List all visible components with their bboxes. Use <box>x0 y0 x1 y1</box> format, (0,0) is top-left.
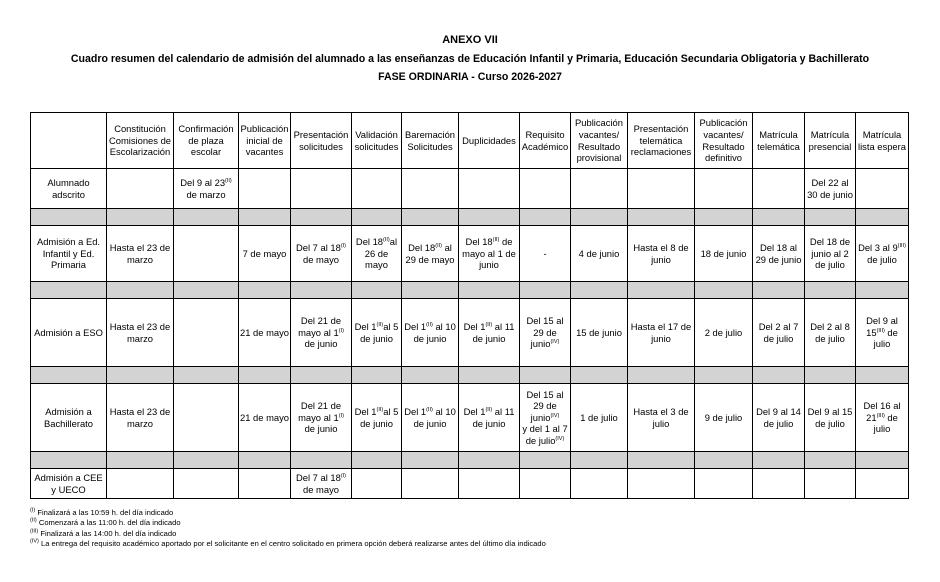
phase-title: FASE ORDINARIA - Curso 2026-2027 <box>378 71 562 83</box>
row-label: Admisión a CEE y UECO <box>31 469 107 499</box>
table-body <box>31 113 909 499</box>
document-heading: Cuadro resumen del calendario de admisión del alumnado a las enseñanzas de Educación Infantil y Primaria, Educación Secundaria Obligatoria y Bachillerato <box>70 53 870 65</box>
separator-cell <box>520 367 571 384</box>
footnote-marker: (IV) <box>30 538 39 545</box>
separator-cell <box>31 452 107 469</box>
separator-cell <box>291 282 352 299</box>
footnote-marker: (II) <box>383 236 390 243</box>
cell-text: al 29 de mayo <box>405 241 455 265</box>
table-cell <box>239 384 291 452</box>
separator-cell <box>239 209 291 226</box>
footnote-text: La entrega del requisito académico aportado por el solicitante en el centro solicitado en primera opción deberá realizarse antes del último día indicado <box>38 539 546 549</box>
cell-text: al 5 de junio <box>360 320 399 344</box>
table-cell <box>571 226 628 282</box>
cell-text: Del 16 al 21 <box>863 400 901 423</box>
table-cell <box>628 384 695 452</box>
column-header: Presentación solicitudes <box>291 113 352 169</box>
cell-text: Del 9 al 14 de julio <box>756 405 801 429</box>
separator-cell <box>520 282 571 299</box>
table-cell <box>753 469 805 499</box>
separator-cell <box>805 209 856 226</box>
table-cell <box>107 469 174 499</box>
table-cell <box>239 169 291 209</box>
cell-text: Del 21 de mayo al 1 <box>298 315 342 338</box>
footnote-marker: (II) <box>492 236 500 243</box>
separator-cell <box>856 367 909 384</box>
cell-text: de junio <box>304 338 338 350</box>
footnote-marker: (I) <box>338 327 344 334</box>
separator-cell <box>107 282 174 299</box>
table-row <box>31 299 909 367</box>
separator-cell <box>753 452 805 469</box>
separator-cell <box>174 367 239 384</box>
cell-text: Del 1 <box>463 405 486 417</box>
column-header: Duplicidades <box>459 113 520 169</box>
cell-text: 7 de mayo <box>242 247 287 259</box>
footnote-marker: (II) <box>376 321 384 328</box>
cell-text: Del 18 de junio al 2 de julio <box>809 236 851 271</box>
table-cell <box>805 384 856 452</box>
footnote-text: Comenzará a las 11:00 h. del día indicado <box>36 518 181 528</box>
separator-cell <box>239 452 291 469</box>
table-row <box>31 384 909 452</box>
cell-text: al 11 de junio <box>472 320 515 344</box>
table-cell <box>459 169 520 209</box>
table-cell <box>753 384 805 452</box>
separator-cell <box>805 282 856 299</box>
footnote-marker: (IV) <box>550 339 560 346</box>
separator-row <box>31 282 909 299</box>
footnote-marker: (II) <box>376 406 384 413</box>
table-cell <box>402 226 459 282</box>
separator-cell <box>571 282 628 299</box>
separator-cell <box>753 367 805 384</box>
table-cell <box>459 469 520 499</box>
footnote-marker: (I) <box>340 472 347 479</box>
separator-cell <box>402 452 459 469</box>
table-cell <box>291 169 352 209</box>
row-label: Admisión a Bachillerato <box>31 384 107 452</box>
cell-text: Del 7 al 18 <box>295 241 341 253</box>
table-cell <box>174 384 239 452</box>
cell-text: al 11 de junio <box>472 405 515 429</box>
table-cell <box>107 299 174 367</box>
separator-cell <box>402 367 459 384</box>
table-cell <box>174 226 239 282</box>
cell-text: Hasta el 3 de julio <box>633 405 689 429</box>
cell-text: 21 de mayo <box>240 326 289 338</box>
separator-cell <box>459 367 520 384</box>
column-header: Constitución Comisiones de Escolarización <box>107 113 174 169</box>
cell-text: al 26 de mayo <box>364 236 398 271</box>
table-cell <box>107 226 174 282</box>
separator-cell <box>352 367 402 384</box>
separator-cell <box>571 452 628 469</box>
cell-text: de julio <box>873 411 898 435</box>
separator-cell <box>805 367 856 384</box>
column-header: Baremación Solicitudes <box>402 113 459 169</box>
column-header: Validación solicitudes <box>352 113 402 169</box>
cell-text: Del 18 <box>408 241 436 253</box>
table-cell <box>805 169 856 209</box>
footnote-marker: (I) <box>338 412 344 419</box>
cell-text: Hasta el 23 de marzo <box>109 405 171 429</box>
cell-text: de julio <box>873 326 898 350</box>
separator-cell <box>695 282 753 299</box>
separator-cell <box>571 209 628 226</box>
column-header: Publicación vacantes/ Resultado provisional <box>571 113 628 169</box>
cell-text: de mayo al 1 de junio <box>462 236 516 271</box>
column-header: Confirmación de plaza escolar <box>174 113 239 169</box>
separator-cell <box>31 209 107 226</box>
column-header: Matrícula lista espera <box>856 113 909 169</box>
separator-cell <box>107 209 174 226</box>
cell-text: Del 22 al 30 de junio <box>807 176 853 200</box>
separator-cell <box>753 282 805 299</box>
cell-text: Hasta el 8 de junio <box>633 241 689 265</box>
row-label: Admisión a ESO <box>31 299 107 367</box>
cell-text: 18 de junio <box>700 247 747 259</box>
footnote-marker: (I) <box>30 507 36 514</box>
table-cell <box>628 299 695 367</box>
separator-cell <box>695 452 753 469</box>
footnote-marker: (III) <box>876 327 885 334</box>
footnotes <box>30 508 546 550</box>
table-cell <box>291 226 352 282</box>
separator-cell <box>856 282 909 299</box>
cell-text: Del 1 <box>354 320 377 332</box>
cell-text: Del 7 al 18 <box>295 471 341 483</box>
table-cell <box>174 469 239 499</box>
separator-row <box>31 209 909 226</box>
cell-text: Del 15 al 29 de junio <box>526 388 564 423</box>
separator-row <box>31 367 909 384</box>
table-row <box>31 469 909 499</box>
separator-cell <box>291 367 352 384</box>
table-cell <box>402 299 459 367</box>
table-cell <box>805 469 856 499</box>
separator-row <box>31 452 909 469</box>
separator-cell <box>174 209 239 226</box>
footnote-marker: (II) <box>30 517 37 524</box>
table-cell <box>402 169 459 209</box>
footnote-marker: (II) <box>485 406 493 413</box>
cell-text: - <box>543 247 547 259</box>
cell-text: Hasta el 17 de junio <box>630 320 692 344</box>
cell-text: Del 18 al 29 de junio <box>755 241 802 265</box>
cell-text: y del 1 al 7 de julio <box>522 423 568 446</box>
table-cell <box>291 469 352 499</box>
footnote <box>30 518 546 528</box>
table-cell <box>753 299 805 367</box>
table-cell <box>352 226 402 282</box>
separator-cell <box>520 452 571 469</box>
separator-cell <box>239 282 291 299</box>
footnote <box>30 539 546 549</box>
table-cell <box>695 384 753 452</box>
footnote-text: Finalizará a las 10:59 h. del día indicado <box>35 508 174 517</box>
column-header: Requisito Académico <box>520 113 571 169</box>
separator-cell <box>571 367 628 384</box>
table-cell <box>459 384 520 452</box>
footnote-marker: (II) <box>435 242 442 249</box>
separator-cell <box>805 452 856 469</box>
row-label: Admisión a Ed. Infantil y Ed. Primaria <box>31 226 107 282</box>
header-row <box>31 113 909 169</box>
table-row <box>31 226 909 282</box>
admission-calendar-table <box>30 112 909 499</box>
table-cell <box>239 299 291 367</box>
separator-cell <box>291 209 352 226</box>
table-cell <box>352 299 402 367</box>
table-row <box>31 169 909 209</box>
separator-cell <box>352 209 402 226</box>
table-cell <box>239 469 291 499</box>
separator-cell <box>628 452 695 469</box>
separator-cell <box>628 282 695 299</box>
annex-title: ANEXO VII <box>442 34 498 46</box>
table-cell <box>695 169 753 209</box>
separator-cell <box>352 282 402 299</box>
table-cell <box>291 384 352 452</box>
separator-cell <box>174 282 239 299</box>
column-header <box>31 113 107 169</box>
table-cell <box>291 299 352 367</box>
cell-text: Del 1 <box>463 320 486 332</box>
table-cell <box>856 469 909 499</box>
footnote-marker: (II) <box>225 177 232 184</box>
table-cell <box>856 299 909 367</box>
table-cell <box>520 384 571 452</box>
table-cell <box>174 299 239 367</box>
table-cell <box>571 384 628 452</box>
table-cell <box>753 169 805 209</box>
table-cell <box>459 299 520 367</box>
column-header: Matrícula telemática <box>753 113 805 169</box>
cell-text: al 10 de junio <box>413 405 456 429</box>
separator-cell <box>856 452 909 469</box>
separator-cell <box>31 282 107 299</box>
cell-text: Del 18 <box>355 236 384 248</box>
footnote-marker: (I) <box>340 242 347 249</box>
separator-cell <box>352 452 402 469</box>
cell-text: Del 9 al 15 <box>866 315 898 338</box>
cell-text: de mayo <box>303 253 339 265</box>
cell-text: Del 1 <box>354 405 377 417</box>
separator-cell <box>695 367 753 384</box>
footnote-marker: (II) <box>426 321 433 328</box>
separator-cell <box>459 209 520 226</box>
table-cell <box>520 226 571 282</box>
cell-text: 4 de junio <box>578 247 620 259</box>
cell-text: al 10 de junio <box>413 320 456 344</box>
table-cell <box>520 469 571 499</box>
table-cell <box>856 384 909 452</box>
table-cell <box>628 226 695 282</box>
table-cell <box>107 384 174 452</box>
table-cell <box>628 169 695 209</box>
cell-text: de marzo <box>186 188 226 200</box>
cell-text: Del 1 <box>404 320 427 332</box>
separator-cell <box>520 209 571 226</box>
separator-cell <box>402 209 459 226</box>
table-cell <box>352 469 402 499</box>
table-cell <box>695 226 753 282</box>
cell-text: de mayo <box>303 483 339 495</box>
table-cell <box>695 299 753 367</box>
separator-cell <box>291 452 352 469</box>
separator-cell <box>107 367 174 384</box>
table-cell <box>352 169 402 209</box>
column-header: Publicación inicial de vacantes <box>239 113 291 169</box>
cell-text: Del 21 de mayo al 1 <box>298 400 342 423</box>
table-cell <box>856 226 909 282</box>
cell-text: Del 15 al 29 de junio <box>526 315 564 350</box>
table-cell <box>628 469 695 499</box>
table-cell <box>239 226 291 282</box>
table-cell <box>805 226 856 282</box>
cell-text: Hasta el 23 de marzo <box>109 241 171 265</box>
table-cell <box>174 169 239 209</box>
table-cell <box>856 169 909 209</box>
separator-cell <box>628 209 695 226</box>
separator-cell <box>628 367 695 384</box>
cell-text: 15 de junio <box>576 326 622 338</box>
column-header: Matrícula presencial <box>805 113 856 169</box>
separator-cell <box>695 209 753 226</box>
cell-text: 1 de julio <box>580 411 618 423</box>
footnote-marker: (II) <box>426 406 433 413</box>
table-cell <box>805 299 856 367</box>
cell-text: Del 18 <box>465 236 493 248</box>
cell-text: Del 9 al 23 <box>180 176 226 188</box>
footnote-marker: (III) <box>897 242 906 249</box>
separator-cell <box>459 282 520 299</box>
table-cell <box>107 169 174 209</box>
footnote-marker: (III) <box>30 528 39 535</box>
cell-text: Hasta el 23 de marzo <box>109 320 171 344</box>
separator-cell <box>174 452 239 469</box>
separator-cell <box>239 367 291 384</box>
row-label: Alumnado adscrito <box>31 169 107 209</box>
cell-text: Del 2 al 8 de julio <box>810 320 850 344</box>
footnote-marker: (IV) <box>550 412 560 419</box>
table-cell <box>753 226 805 282</box>
table-cell <box>520 169 571 209</box>
table-cell <box>352 384 402 452</box>
cell-text: al 5 de junio <box>360 405 399 429</box>
table-cell <box>571 469 628 499</box>
table-cell <box>402 469 459 499</box>
footnote <box>30 529 546 539</box>
column-header: Publicación vacantes/ Resultado definitivo <box>695 113 753 169</box>
separator-cell <box>107 452 174 469</box>
separator-cell <box>753 209 805 226</box>
cell-text: Del 2 al 7 de julio <box>758 320 799 344</box>
table-cell <box>520 299 571 367</box>
table-cell <box>571 169 628 209</box>
footnote-marker: (IV) <box>555 435 565 442</box>
table-cell <box>695 469 753 499</box>
cell-text: Del 3 al 9 <box>858 241 898 253</box>
cell-text: Del 1 <box>404 405 427 417</box>
cell-text: 21 de mayo <box>240 411 289 423</box>
column-header: Presentación telemática reclamaciones <box>628 113 695 169</box>
table-cell <box>571 299 628 367</box>
cell-text: Del 9 al 15 de julio <box>807 405 853 429</box>
cell-text: 9 de julio <box>704 411 743 423</box>
footnote-marker: (III) <box>876 412 885 419</box>
table-cell <box>402 384 459 452</box>
footnote <box>30 508 546 518</box>
table-cell <box>459 226 520 282</box>
cell-text: de junio <box>304 423 338 435</box>
separator-cell <box>856 209 909 226</box>
footnote-text: Finalizará a las 14:00 h. del día indicado <box>38 528 177 538</box>
cell-text: de julio <box>867 253 897 265</box>
separator-cell <box>459 452 520 469</box>
separator-cell <box>402 282 459 299</box>
separator-cell <box>31 367 107 384</box>
cell-text: 2 de julio <box>704 326 743 338</box>
footnote-marker: (II) <box>485 321 493 328</box>
